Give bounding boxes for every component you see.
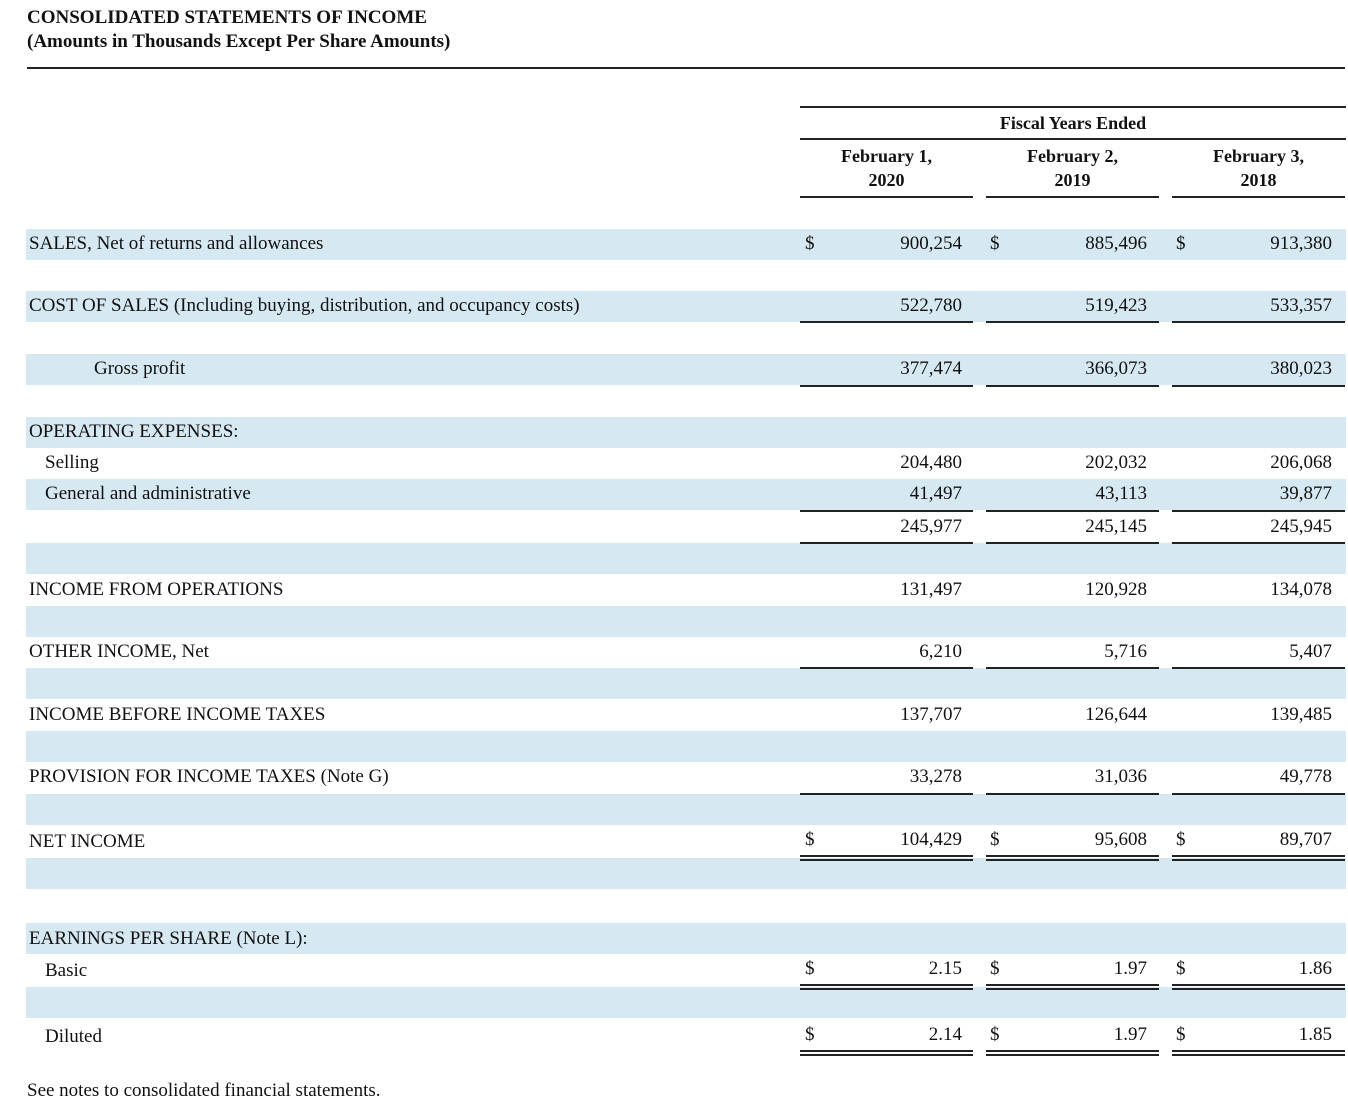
- value-2019: 43,113: [1095, 483, 1147, 504]
- row-label-provision-for-taxes: PROVISION FOR INCOME TAXES (Note G): [29, 766, 389, 787]
- subtotal-underline: [1172, 385, 1345, 387]
- total-double-underline: [800, 855, 973, 861]
- subtotal-underline: [800, 385, 973, 387]
- total-double-underline: [986, 984, 1159, 990]
- currency-symbol: $: [990, 1024, 1000, 1045]
- row-label-selling: Selling: [45, 452, 99, 473]
- row-band: [26, 354, 1346, 385]
- statement-title: CONSOLIDATED STATEMENTS OF INCOME: [27, 7, 427, 28]
- currency-symbol: $: [990, 829, 1000, 850]
- subtotal-underline: [986, 793, 1159, 795]
- value-2018: 139,485: [1270, 704, 1332, 725]
- value-2018: 1.86: [1298, 958, 1332, 979]
- currency-symbol: $: [805, 1024, 815, 1045]
- subtotal-underline: [1172, 667, 1345, 669]
- row-band: [26, 606, 1346, 637]
- total-double-underline: [986, 1050, 1159, 1056]
- total-double-underline: [1172, 984, 1345, 990]
- value-2019: 1.97: [1113, 958, 1147, 979]
- value-2019: 1.97: [1113, 1024, 1147, 1045]
- currency-symbol: $: [805, 829, 815, 850]
- subtotal-underline: [986, 667, 1159, 669]
- column-header-line2: 2020: [868, 170, 905, 190]
- column-header-line2: 2019: [1054, 170, 1091, 190]
- column-header-line1: February 3,: [1213, 146, 1304, 166]
- total-double-underline: [986, 855, 1159, 861]
- value-2020: 104,429: [900, 829, 962, 850]
- column-header-underline: [800, 196, 973, 198]
- column-group-underline: [800, 138, 1346, 140]
- subtotal-underline: [986, 385, 1159, 387]
- subtotal-underline: [986, 321, 1159, 323]
- row-label-basic: Basic: [45, 960, 88, 981]
- column-header-line2: 2018: [1240, 170, 1277, 190]
- row-band: [26, 794, 1346, 825]
- value-2020: 245,977: [900, 516, 962, 537]
- value-2019: 31,036: [1094, 766, 1147, 787]
- value-2020: 131,497: [900, 579, 962, 600]
- currency-symbol: $: [805, 958, 815, 979]
- row-label-earnings-per-share: EARNINGS PER SHARE (Note L):: [29, 928, 308, 949]
- column-header-2020: [800, 144, 973, 192]
- currency-symbol: $: [805, 233, 815, 254]
- column-group-header: Fiscal Years Ended: [999, 113, 1147, 133]
- value-2020: 900,254: [900, 233, 962, 254]
- subtotal-underline: [800, 542, 973, 544]
- value-2018: 913,380: [1270, 233, 1332, 254]
- row-label-sales: SALES, Net of returns and allowances: [29, 233, 324, 254]
- subtotal-underline: [1172, 542, 1345, 544]
- row-band: [26, 668, 1346, 699]
- row-label-operating-expenses: OPERATING EXPENSES:: [29, 421, 239, 442]
- value-2018: 5,407: [1289, 641, 1332, 662]
- row-label-net-income: NET INCOME: [29, 831, 146, 852]
- value-2018: 1.85: [1298, 1024, 1332, 1045]
- value-2019: 366,073: [1085, 358, 1147, 379]
- subtotal-underline: [800, 321, 973, 323]
- value-2018: 245,945: [1270, 516, 1332, 537]
- value-2020: 377,474: [900, 358, 962, 379]
- column-header-underline: [1172, 196, 1345, 198]
- column-header-line1: February 1,: [841, 146, 932, 166]
- row-band: [26, 858, 1346, 889]
- subtotal-underline: [800, 510, 973, 512]
- total-double-underline: [1172, 1050, 1345, 1056]
- value-2018: 89,707: [1279, 829, 1332, 850]
- row-band: [26, 731, 1346, 762]
- value-2020: 41,497: [909, 483, 962, 504]
- value-2018: 380,023: [1270, 358, 1332, 379]
- value-2020: 204,480: [900, 452, 962, 473]
- value-2018: 49,778: [1279, 766, 1332, 787]
- row-label-general-admin: General and administrative: [45, 483, 251, 504]
- value-2018: 134,078: [1270, 579, 1332, 600]
- row-label-income-before-taxes: INCOME BEFORE INCOME TAXES: [29, 704, 326, 725]
- row-label-income-from-operations: INCOME FROM OPERATIONS: [29, 579, 284, 600]
- value-2019: 5,716: [1104, 641, 1147, 662]
- value-2019: 126,644: [1085, 704, 1147, 725]
- value-2020: 2.14: [928, 1024, 962, 1045]
- currency-symbol: $: [1176, 958, 1186, 979]
- subtotal-underline: [800, 793, 973, 795]
- value-2018: 206,068: [1270, 452, 1332, 473]
- value-2019: 120,928: [1085, 579, 1147, 600]
- row-band: [26, 987, 1346, 1018]
- column-header-2018: [1172, 144, 1345, 192]
- value-2019: 95,608: [1094, 829, 1147, 850]
- subtotal-underline: [1172, 321, 1345, 323]
- value-2019: 885,496: [1085, 233, 1147, 254]
- statement-subtitle: (Amounts in Thousands Except Per Share Amounts): [27, 31, 451, 52]
- value-2018: 39,877: [1279, 483, 1332, 504]
- value-2018: 533,357: [1270, 295, 1332, 316]
- column-header-underline: [986, 196, 1159, 198]
- total-double-underline: [800, 1050, 973, 1056]
- value-2020: 33,278: [909, 766, 962, 787]
- value-2020: 2.15: [928, 958, 962, 979]
- row-label-cost-of-sales: COST OF SALES (Including buying, distribution, and occupancy costs): [29, 295, 580, 316]
- column-header-line1: February 2,: [1027, 146, 1118, 166]
- subtotal-underline: [1172, 510, 1345, 512]
- value-2020: 137,707: [900, 704, 962, 725]
- currency-symbol: $: [990, 233, 1000, 254]
- row-band: [26, 543, 1346, 574]
- value-2020: 522,780: [900, 295, 962, 316]
- row-label-gross-profit: Gross profit: [94, 358, 186, 379]
- currency-symbol: $: [990, 958, 1000, 979]
- currency-symbol: $: [1176, 233, 1186, 254]
- value-2019: 202,032: [1085, 452, 1147, 473]
- total-double-underline: [800, 984, 973, 990]
- title-rule: [27, 67, 1345, 69]
- subtotal-underline: [986, 510, 1159, 512]
- currency-symbol: $: [1176, 1024, 1186, 1045]
- column-group-rule: [800, 106, 1346, 108]
- row-label-diluted: Diluted: [45, 1026, 102, 1047]
- subtotal-underline: [1172, 793, 1345, 795]
- value-2019: 519,423: [1085, 295, 1147, 316]
- row-label-other-income: OTHER INCOME, Net: [29, 641, 209, 662]
- currency-symbol: $: [1176, 829, 1186, 850]
- subtotal-underline: [800, 667, 973, 669]
- value-2020: 6,210: [919, 641, 962, 662]
- column-header-2019: [986, 144, 1159, 192]
- value-2019: 245,145: [1085, 516, 1147, 537]
- subtotal-underline: [986, 542, 1159, 544]
- total-double-underline: [1172, 855, 1345, 861]
- footnote: See notes to consolidated financial statements.: [27, 1080, 381, 1101]
